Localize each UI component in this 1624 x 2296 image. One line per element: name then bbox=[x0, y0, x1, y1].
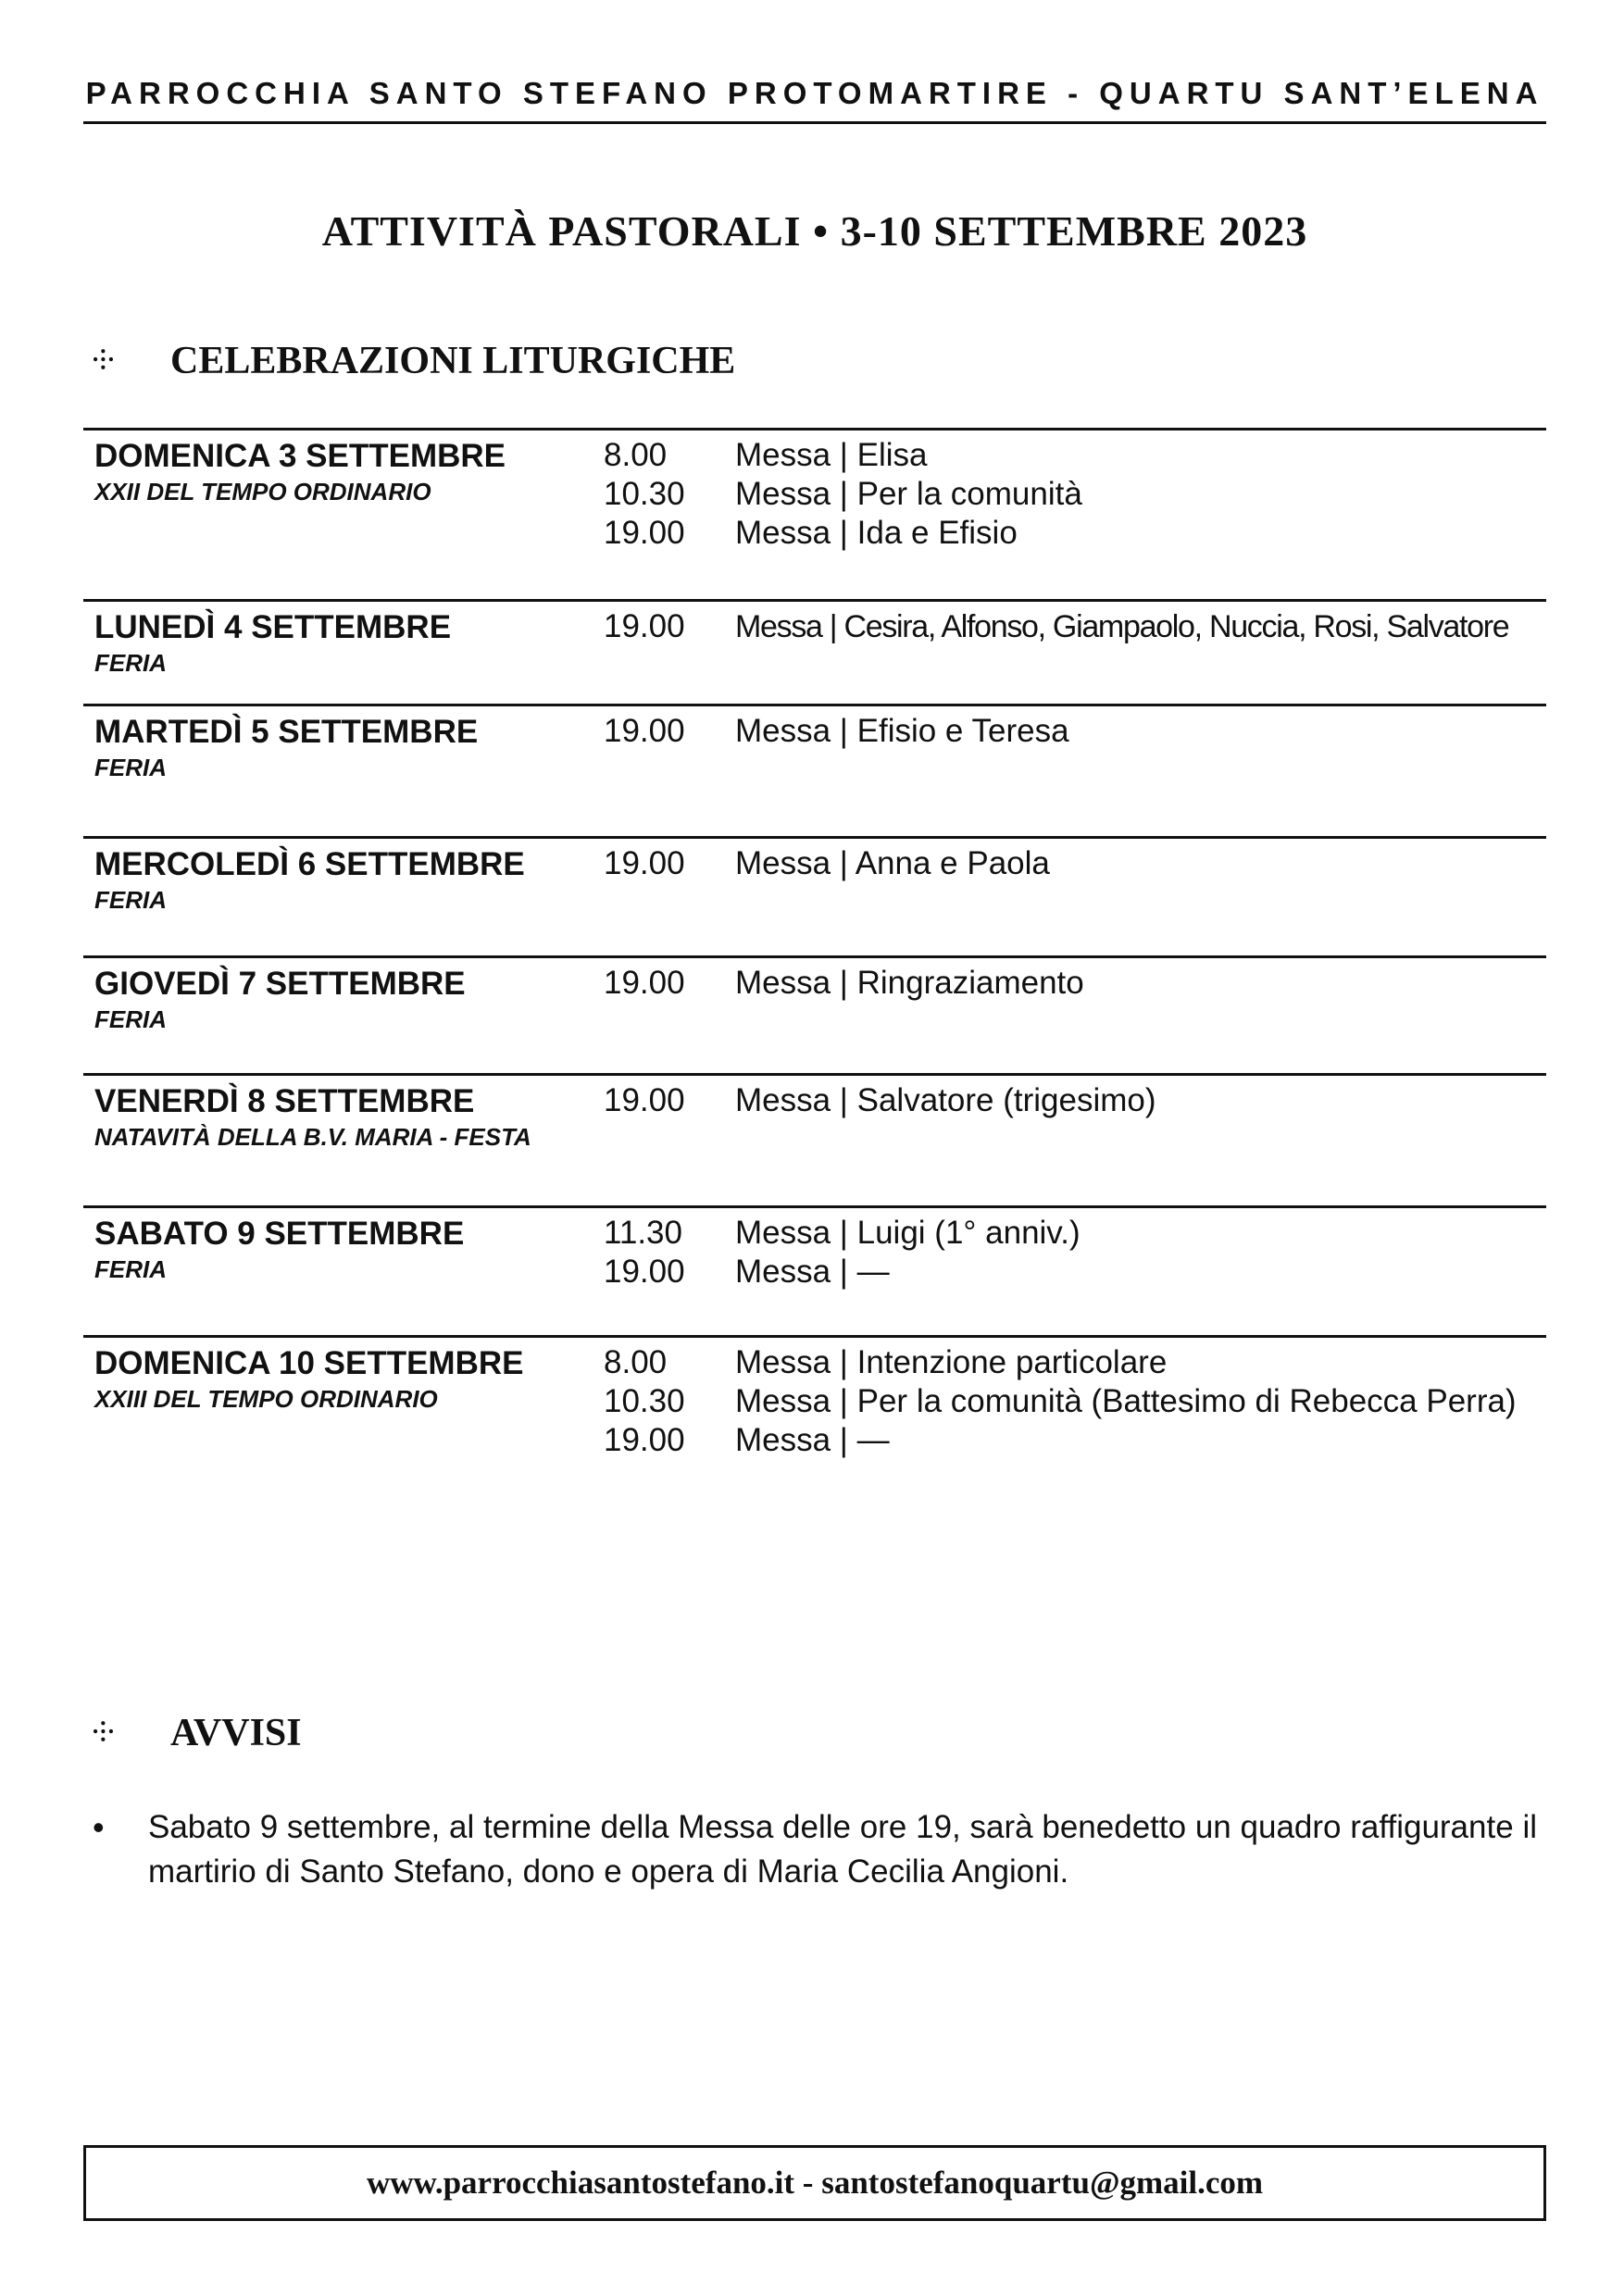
mass-intention: Messa | Intenzione particolare bbox=[735, 1344, 1168, 1380]
day-name: SABATO 9 SETTEMBRE bbox=[94, 1216, 465, 1252]
mass-time: 19.00 bbox=[604, 515, 685, 551]
mass-time: 19.00 bbox=[604, 1082, 685, 1118]
mass-entry bbox=[604, 964, 1546, 1003]
mass-entry bbox=[604, 1421, 1546, 1460]
day-name: MARTEDÌ 5 SETTEMBRE bbox=[94, 714, 479, 750]
mass-intention: Messa | Efisio e Teresa bbox=[735, 713, 1069, 749]
header-divider bbox=[83, 121, 1546, 124]
day-row bbox=[83, 599, 1546, 704]
day-name: DOMENICA 10 SETTEMBRE bbox=[94, 1345, 524, 1381]
mass-intention: Messa | Luigi (1° anniv.) bbox=[735, 1215, 1081, 1251]
mass-time: 8.00 bbox=[604, 1344, 668, 1380]
mass-time: 19.00 bbox=[604, 1254, 685, 1290]
mass-intention: Messa | Elisa bbox=[735, 437, 928, 473]
mass-entry bbox=[604, 1382, 1546, 1421]
day-subtitle: FERIA bbox=[94, 886, 167, 914]
mass-intention: Messa | Salvatore (trigesimo) bbox=[735, 1082, 1156, 1118]
mass-time: 10.30 bbox=[604, 1383, 685, 1419]
day-row bbox=[83, 1335, 1546, 1486]
liturgical-schedule bbox=[83, 428, 1546, 1486]
mass-entry bbox=[604, 436, 1546, 475]
parish-header: PARROCCHIA SANTO STEFANO PROTOMARTIRE - QUARTU SANT’ELENA bbox=[85, 76, 1544, 110]
page-title: ATTIVITÀ PASTORALI • 3-10 SETTEMBRE 2023 bbox=[321, 207, 1308, 255]
day-row bbox=[83, 1073, 1546, 1205]
mass-intention: Messa | Ida e Efisio bbox=[735, 515, 1018, 551]
day-row bbox=[83, 955, 1546, 1073]
star-cross-icon: ⸭ bbox=[93, 346, 114, 375]
mass-intention: Messa | — bbox=[735, 1422, 890, 1458]
mass-entry bbox=[604, 607, 1546, 646]
mass-intention: Messa | Per la comunità (Battesimo di Rebecca Perra) bbox=[735, 1383, 1517, 1419]
section-celebrazioni bbox=[93, 339, 735, 383]
mass-entry bbox=[604, 1343, 1546, 1382]
day-subtitle: FERIA bbox=[94, 1255, 167, 1283]
day-row bbox=[83, 1205, 1546, 1335]
day-subtitle: XXIII DEL TEMPO ORDINARIO bbox=[94, 1385, 438, 1413]
day-name: GIOVEDÌ 7 SETTEMBRE bbox=[94, 966, 466, 1002]
mass-intention: Messa | Ringraziamento bbox=[735, 965, 1084, 1001]
day-subtitle: FERIA bbox=[94, 649, 167, 677]
notices-list bbox=[93, 1805, 1537, 1894]
mass-time: 19.00 bbox=[604, 608, 685, 644]
mass-time: 19.00 bbox=[604, 965, 685, 1001]
mass-entry bbox=[604, 844, 1546, 883]
day-row bbox=[83, 428, 1546, 599]
mass-entry bbox=[604, 712, 1546, 751]
mass-entry bbox=[604, 1214, 1546, 1253]
mass-time: 19.00 bbox=[604, 845, 685, 881]
mass-time: 10.30 bbox=[604, 476, 685, 512]
mass-entry bbox=[604, 514, 1546, 553]
section-avvisi bbox=[93, 1711, 302, 1755]
day-name: DOMENICA 3 SETTEMBRE bbox=[94, 438, 506, 474]
mass-time: 11.30 bbox=[604, 1215, 682, 1251]
star-cross-icon: ⸭ bbox=[93, 1718, 114, 1747]
day-subtitle: FERIA bbox=[94, 1005, 167, 1033]
bullet-icon: • bbox=[93, 1808, 105, 1846]
notice-text: Sabato 9 settembre, al termine della Messa delle ore 19, sarà benedetto un quadro raffigurante il martirio di Santo Stefano, dono e opera di Maria Cecilia Angioni. bbox=[148, 1809, 1537, 1890]
mass-intention: Messa | Cesira, Alfonso, Giampaolo, Nuccia, Rosi, Salvatore bbox=[735, 609, 1509, 644]
mass-entry bbox=[604, 475, 1546, 514]
mass-time: 8.00 bbox=[604, 437, 668, 473]
day-name: MERCOLEDÌ 6 SETTEMBRE bbox=[94, 846, 525, 882]
mass-entry bbox=[604, 1253, 1546, 1292]
footer-contact-box bbox=[83, 2145, 1546, 2221]
mass-time: 19.00 bbox=[604, 713, 685, 749]
section-heading-label: CELEBRAZIONI LITURGICHE bbox=[170, 340, 736, 382]
section-heading-label: AVVISI bbox=[170, 1712, 302, 1754]
day-row bbox=[83, 704, 1546, 836]
day-subtitle: XXII DEL TEMPO ORDINARIO bbox=[94, 478, 431, 505]
footer-contact: www.parrocchiasantostefano.it - santostefanoquartu@gmail.com bbox=[366, 2165, 1264, 2201]
day-name: VENERDÌ 8 SETTEMBRE bbox=[94, 1083, 475, 1119]
mass-intention: Messa | — bbox=[735, 1254, 890, 1290]
day-subtitle: NATAVITÀ DELLA B.V. MARIA - FESTA bbox=[94, 1123, 531, 1151]
mass-intention: Messa | Per la comunità bbox=[735, 476, 1082, 512]
day-name: LUNEDÌ 4 SETTEMBRE bbox=[94, 609, 452, 645]
day-subtitle: FERIA bbox=[94, 754, 167, 781]
notice-item bbox=[93, 1805, 1537, 1894]
mass-intention: Messa | Anna e Paola bbox=[735, 845, 1050, 881]
day-row bbox=[83, 836, 1546, 955]
mass-time: 19.00 bbox=[604, 1422, 685, 1458]
mass-entry bbox=[604, 1081, 1546, 1120]
